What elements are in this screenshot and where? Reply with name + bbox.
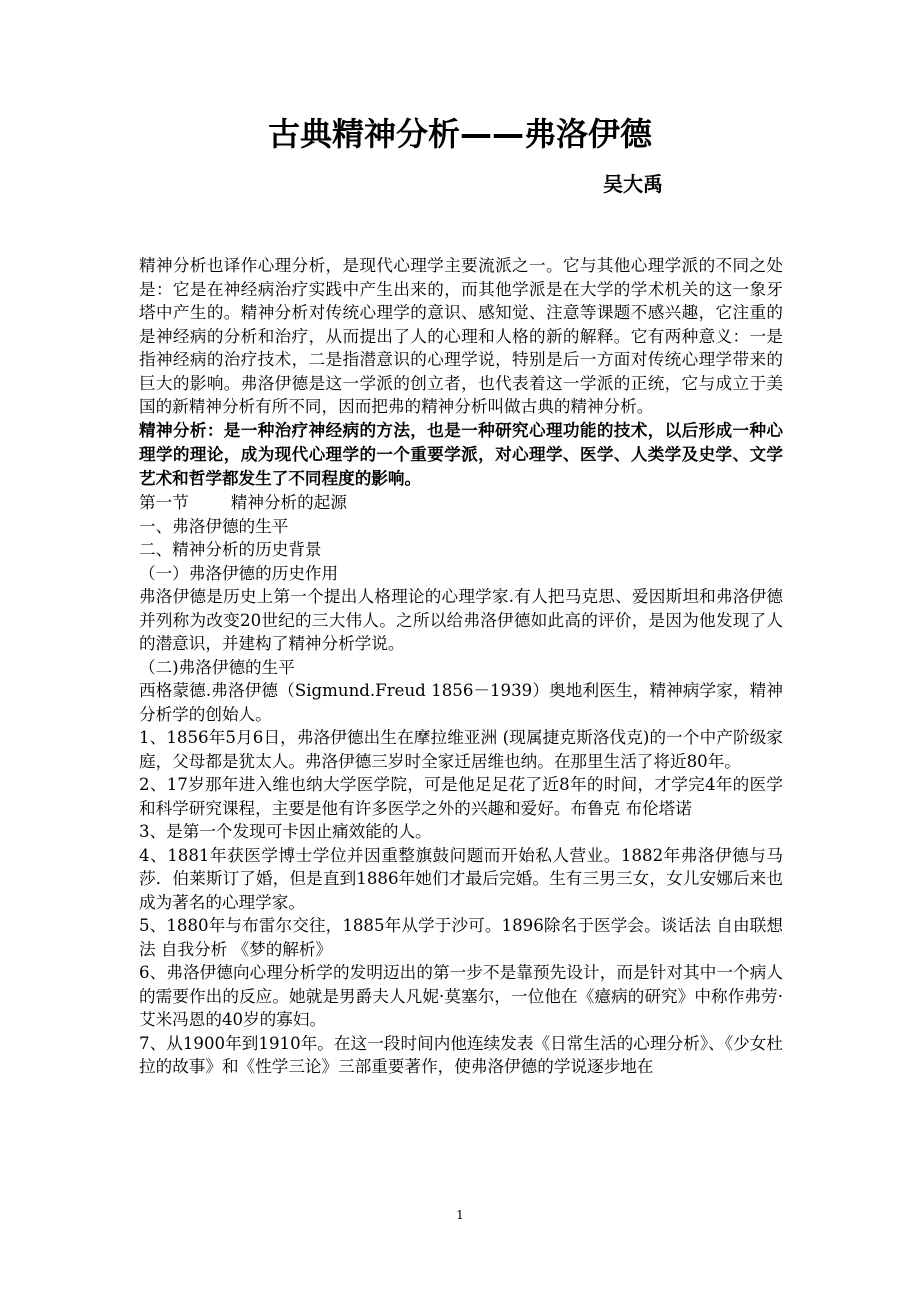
section-title: 精神分析的起源 [230,493,347,513]
list-item-2: 2、17岁那年进入维也纳大学医学院，可是他足足花了近8年的时间，才学完4年的医学和科学研究课程，主要是他有许多医学之外的兴趣和爱好。布鲁克 布伦塔诺 [139,775,783,818]
biography-paragraph: 西格蒙德.弗洛伊德（Sigmund.Freud 1856－1939）奥地利医生，精神病学家，精神分析学的创始人。 [139,681,783,724]
list-item-5: 5、1880年与布雷尔交往，1885年从学于沙可。1896除名于医学会。谈话法 自由联想法 自我分析 《梦的解析》 [139,916,783,959]
section-heading [139,491,783,515]
document-title: 古典精神分析——弗洛伊德 [267,115,652,153]
document-body [139,254,783,1079]
list-item-7: 7、从1900年到1910年。在这一段时间内他连续发表《日常生活的心理分析》、《少女杜拉的故事》和《性学三论》三部重要著作，使弗洛伊德的学说逐步地在 [139,1033,783,1077]
author-name: 吴大禹 [603,172,663,196]
heading-2: 二、精神分析的历史背景 [139,540,322,560]
section-number: 第一节 [139,493,189,513]
intro-paragraph [139,254,783,419]
heading-1: 一、弗洛伊德的生平 [139,516,289,536]
list-item-3: 3、是第一个发现可卡因止痛效能的人。 [139,822,432,842]
subheading-2-2: （二)弗洛伊德的生平 [139,657,295,677]
intro-lead-term: 精神分析 [139,256,207,275]
list-item-4: 4、1881年获医学博士学位并因重整旗鼓问题而开始私人营业。1882年弗洛伊德与马莎．伯莱斯订了婚，但是直到1886年她们才最后完婚。生有三男三女，女儿安娜后来也成为著名的心理学家。 [139,845,783,912]
intro-text: 也译作心理分析，是现代心理学主要流派之一。它与其他心理学派的不同之处是：它是在神经病治疗实践中产生出来的，而其他学派是在大学的学术机关的这一象牙塔中产生的。精神分析对传统心理学的意识、感知觉、注意等课题不感兴趣，它注重的是神经病的分析和治疗，从而提出了人的心理和人格的新的解释。它有两种意义：一是指神经病的治疗技术，二是指潜意识的心理学说，特别是后一方面对传统心理学带来的巨大的影响。弗洛伊德是这一学派的创立者，也代表着这一学派的正统，它与成立于美国的新精神分析有所不同，因而把弗的精神分析叫做古典的精神分析。 [139,256,783,416]
definition-paragraph: 精神分析：是一种治疗神经病的方法，也是一种研究心理功能的技术，以后形成一种心理学的理论，成为现代心理学的一个重要学派，对心理学、医学、人类学及史学、文学艺术和哲学都发生了不同程度的影响。 [139,420,783,488]
subheading-2-1: （一）弗洛伊德的历史作用 [139,563,339,583]
list-item-6: 6、弗洛伊德向心理分析学的发明迈出的第一步不是靠预先设计，而是针对其中一个病人的需要作出的反应。她就是男爵夫人凡妮·莫塞尔，一位他在《癔病的研究》中称作弗劳·艾米冯恩的40岁的寡妇。 [139,963,783,1030]
page-number: 1 [456,1208,464,1222]
list-item-1: 1、1856年5月6日，弗洛伊德出生在摩拉维亚洲 (现属捷克斯洛伐克)的一个中产阶级家庭，父母都是犹太人。弗洛伊德三岁时全家迁居维也纳。在那里生活了将近80年。 [139,728,783,771]
historical-role-paragraph: 弗洛伊德是历史上第一个提出人格理论的心理学家.有人把马克思、爱因斯坦和弗洛伊德并列称为改变20世纪的三大伟人。之所以给弗洛伊德如此高的评价，是因为他发现了人的潜意识，并建构了精神分析学说。 [139,587,783,654]
